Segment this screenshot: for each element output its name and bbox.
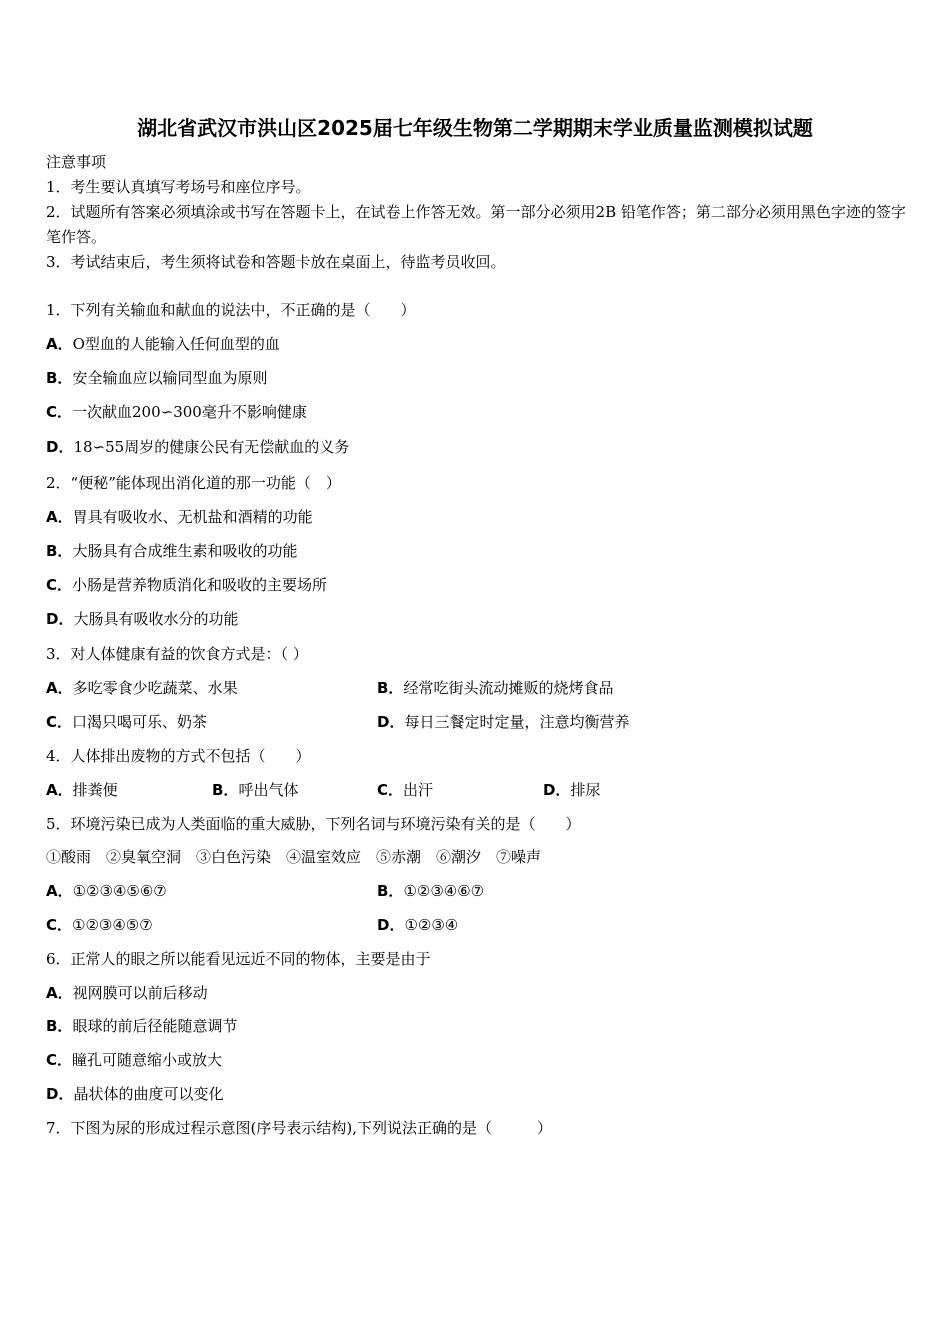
question-2-stem: 2．“便秘”能体现出消化道的那一功能（ ） [46,474,341,492]
option-text: ①②③④⑤⑥⑦ [72,882,167,900]
question-1-option-a [46,334,280,354]
question-5-option-a [46,881,167,901]
notice-item-2: 2．试题所有答案必须填涂或书写在答题卡上，在试卷上作答无效。第一部分必须用2B 铅笔作答；第二部分必须用黑色字迹的签字笔作答。 [46,203,906,246]
option-text: 一次献血200∽300毫升不影响健康 [72,403,307,421]
option-text: 口渴只喝可乐、奶茶 [72,713,208,731]
option-text: 大肠具有合成维生素和吸收的功能 [72,542,298,560]
question-5-term-list: ①酸雨 ②臭氧空洞 ③白色污染 ④温室效应 ⑤赤潮 ⑥潮汐 ⑦噪声 [46,848,542,866]
option-text: 出汗 [403,781,434,799]
option-label: B． [46,369,73,387]
option-label: C． [46,1051,73,1069]
option-label: A． [46,679,73,697]
question-2-option-c [46,575,327,595]
option-label: D． [46,1085,74,1103]
option-label: C． [46,576,73,594]
question-4-option-a [46,780,118,800]
question-2-option-b [46,541,297,561]
option-label: B． [46,542,73,560]
notice-item-3: 3．考试结束后，考生须将试卷和答题卡放在桌面上，待监考员收回。 [46,253,506,271]
option-text: 胃具有吸收水、无机盐和酒精的功能 [72,508,313,526]
option-text: 大肠具有吸收水分的功能 [73,610,239,628]
question-3-option-a [46,678,238,698]
option-label: A． [46,984,73,1002]
notice-section [46,150,911,275]
option-text: 经常吃街头流动摊贩的烧烤食品 [403,679,614,697]
question-1-option-b [46,368,267,388]
option-text: 瞳孔可随意缩小或放大 [72,1051,223,1069]
question-6-stem: 6．正常人的眼之所以能看见远近不同的物体，主要是由于 [46,950,431,968]
option-label: D． [377,916,405,934]
option-text: 小肠是营养物质消化和吸收的主要场所 [72,576,328,594]
question-6-option-a [46,983,208,1003]
question-4-option-b [212,780,298,800]
option-label: C． [46,916,73,934]
question-6-option-d [46,1084,223,1104]
notice-item-1: 1．考生要认真填写考场号和座位序号。 [46,178,311,196]
option-label: B． [212,781,239,799]
option-text: 排尿 [570,781,601,799]
option-text: 视网膜可以前后移动 [72,984,208,1002]
option-text: ①②③④ [404,916,459,934]
option-text: ①②③④⑥⑦ [403,882,485,900]
option-label: A． [46,781,73,799]
question-7-stem: 7．下图为尿的形成过程示意图(序号表示结构),下列说法正确的是（ ） [46,1119,553,1137]
option-label: A． [46,882,73,900]
question-6-option-b [46,1016,237,1036]
option-text: ①②③④⑤⑦ [72,916,153,934]
question-5-option-d [377,915,458,935]
option-label: D． [46,610,74,628]
question-1-option-c [46,402,307,422]
question-4-option-c [377,780,433,800]
option-text: 每日三餐定时定量，注意均衡营养 [404,713,630,731]
option-label: D． [543,781,571,799]
question-2-option-d [46,609,238,629]
option-label: A． [46,335,73,353]
question-1-stem: 1．下列有关输血和献血的说法中，不正确的是（ ） [46,301,416,319]
option-text: 排粪便 [72,781,118,799]
question-1-option-d [46,437,349,457]
option-label: C． [46,403,73,421]
option-label: B． [377,882,404,900]
option-text: O型血的人能输入任何血型的血 [72,335,280,353]
option-text: 18∽55周岁的健康公民有无偿献血的义务 [73,438,350,456]
option-label: C． [46,713,73,731]
option-label: A． [46,508,73,526]
option-label: D． [377,713,405,731]
option-label: D． [46,438,74,456]
option-text: 多吃零食少吃蔬菜、水果 [72,679,238,697]
option-label: B． [46,1017,73,1035]
question-3-option-d [377,712,629,732]
question-4-option-d [543,780,600,800]
option-text: 晶状体的曲度可以变化 [73,1085,224,1103]
question-5-option-c [46,915,153,935]
question-6-option-c [46,1050,222,1070]
option-label: B． [377,679,404,697]
option-text: 眼球的前后径能随意调节 [72,1017,238,1035]
question-3-option-b [377,678,613,698]
question-5-option-b [377,881,484,901]
question-2-option-a [46,507,313,527]
option-text: 安全输血应以输同型血为原则 [72,369,268,387]
question-3-stem: 3．对人体健康有益的饮食方式是：（ ） [46,645,308,663]
question-4-stem: 4．人体排出废物的方式不包括（ ） [46,747,311,765]
option-label: C． [377,781,404,799]
question-3-option-c [46,712,207,732]
notice-heading: 注意事项 [46,153,107,171]
option-text: 呼出气体 [238,781,299,799]
question-5-stem: 5．环境污染已成为人类面临的重大威胁，下列名词与环境污染有关的是（ ） [46,815,581,833]
page-title: 湖北省武汉市洪山区2025届七年级生物第二学期期末学业质量监测模拟试题 [137,116,813,140]
